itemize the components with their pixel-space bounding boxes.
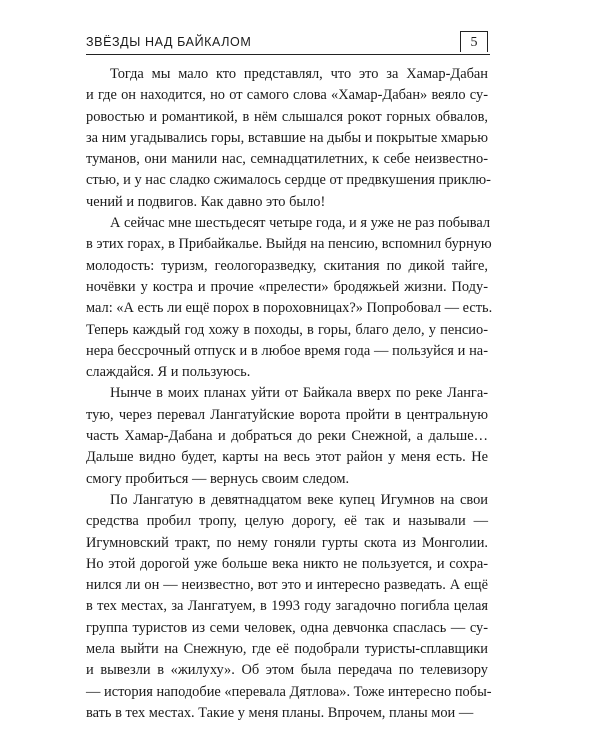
text-line: смогу пробиться — вернусь своим следом. [86,470,350,487]
text-line: молодость: туризм, геологоразведку, скитания по дикой тайге, [86,257,488,274]
text-line: в тех местах, за Лангатуем, в 1993 году загадочно погибла целая [86,598,488,615]
text-line: стью, и у нас сладко сжималось сердце от предвкушения приклю- [86,172,491,189]
text-line: в этих горах, в Прибайкалье. Выйдя на пенсию, вспомнил бурную [86,236,492,253]
text-line: Нынче в моих планах уйти от Байкала вверх по реке Ланга- [110,385,488,402]
running-title: ЗВЁЗДЫ НАД БАЙКАЛОМ [86,35,252,49]
text-line: и где он находится, но от самого слова «Хамар-Дабан» веяло су- [86,87,488,104]
text-line: А сейчас мне шестьдесят четыре года, и я уже не раз побывал [110,215,491,232]
text-line: группа туристов из семи человек, одна девчонка спаслась — су- [86,619,488,636]
text-line: средства пробил тропу, целую дорогу, её так и называли — [86,513,488,530]
text-line: туманов, они манили нас, семнадцатилетних, к себе неизвестно- [86,151,488,168]
text-line: — история наподобие «перевала Дятлова». Тоже интересно побы- [86,683,492,700]
text-line: ночёвки у костра и прочие «прелести» бродяжьей жизни. Поду- [86,278,488,295]
text-line: По Лангатую в девятнадцатом веке купец Игумнов на свои [110,491,488,508]
paragraph [86,64,491,213]
text-line: Теперь каждый год хожу в походы, в горы, благо дело, у пенсио- [86,321,488,338]
text-line: Дальше видно будет, карты на весь этот район у меня есть. Не [86,449,488,466]
text-line: Но этой дорогой уже больше века никто не пользуется, и сохра- [86,555,488,572]
paragraph [86,383,488,489]
page-number: 5 [460,31,488,52]
text-line: нера бессрочный отпуск и в любое время года — пользуйся и на- [86,342,488,359]
text-line: часть Хамар-Дабана и добраться до реки Снежной, а дальше… [86,428,488,445]
text-line: вать в тех местах. Такие у меня планы. Впрочем, планы мои — [86,704,474,721]
text-line: мал: «А есть ли ещё порох в пороховницах?» Попробовал — есть. [86,300,493,317]
running-header [86,32,490,55]
text-line: чений и подвигов. Как давно это было! [86,193,326,210]
text-line: тую, через перевал Лангатуйские ворота пройти в центральную [86,406,488,423]
paragraph [86,490,492,724]
text-line: слаждайся. Я и пользуюсь. [86,364,251,381]
text-line: за ним угадывались горы, вставшие на дыбы и покрытые хмарью [86,129,488,146]
paragraph [86,213,493,383]
body-text [86,64,493,724]
text-line: Игумновский тракт, по нему гоняли гурты скота из Монголии. [86,534,488,551]
text-line: мела выйти на Снежную, где её подобрали туристы-сплавщики [86,641,488,658]
text-line: Тогда мы мало кто представлял, что это за Хамар-Дабан [110,66,488,82]
text-line: ровостью и романтикой, в нём слышался рокот горных обвалов, [86,108,488,125]
text-line: нился ли он — неизвестно, вот это и интересно разведать. А ещё [86,577,488,594]
text-line: и вывезли в «жилуху». Об этом была передача по телевизору [86,662,488,679]
